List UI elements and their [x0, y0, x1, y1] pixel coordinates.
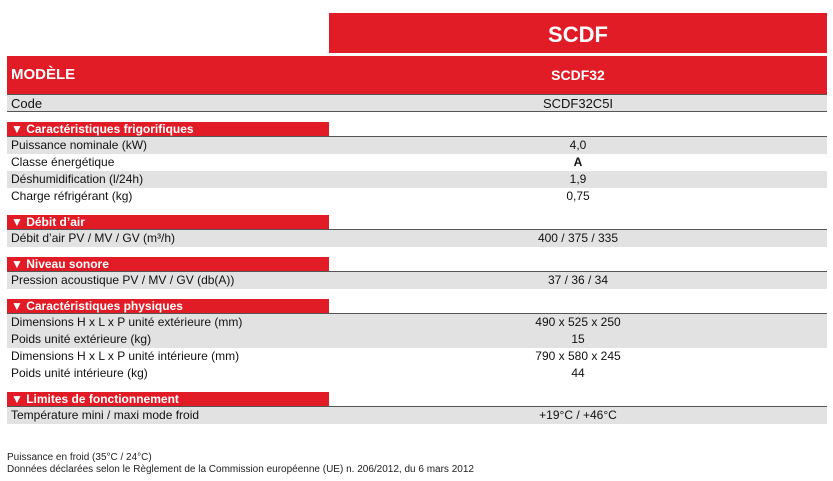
- footnote-line-2: Données déclarées selon le Règlement de la Commission européenne (UE) n. 206/2012, du 6 mars 2012: [7, 464, 474, 475]
- row-value: 4,0: [569, 138, 587, 152]
- brand-title: SCDF: [329, 13, 827, 53]
- model-row: [7, 56, 827, 94]
- model-label: MODÈLE: [11, 66, 76, 83]
- footnotes: [7, 452, 474, 476]
- table-row: [7, 137, 827, 154]
- code-row: [7, 94, 827, 112]
- table-row: [7, 331, 827, 348]
- section-title: ▼ Débit d’air: [7, 215, 329, 229]
- row-value: 15: [571, 332, 585, 346]
- row-label: Température mini / maxi mode froid: [11, 408, 200, 422]
- row-value: 400 / 375 / 335: [537, 231, 619, 245]
- row-label: Poids unité intérieure (kg): [11, 366, 148, 380]
- section-header-limites: [7, 392, 827, 407]
- row-value: 0,75: [566, 189, 590, 203]
- row-label: Puissance nominale (kW): [11, 138, 148, 152]
- section-header-frigorifiques: [7, 122, 827, 137]
- row-value: 490 x 525 x 250: [535, 315, 621, 329]
- table-row: [7, 314, 827, 331]
- table-header: [7, 13, 827, 53]
- row-value: 1,9: [569, 172, 587, 186]
- section-header-physiques: [7, 299, 827, 314]
- section-title: ▼ Caractéristiques frigorifiques: [7, 122, 329, 136]
- row-label: Pression acoustique PV / MV / GV (db(A)): [11, 273, 235, 287]
- row-value: +19°C / +46°C: [539, 408, 617, 422]
- section-title: ▼ Niveau sonore: [7, 257, 329, 271]
- table-row: [7, 171, 827, 188]
- table-row: [7, 272, 827, 289]
- table-row: [7, 188, 827, 205]
- row-label: Débit d’air PV / MV / GV (m³/h): [11, 231, 176, 245]
- table-row: [7, 365, 827, 382]
- row-label: Poids unité extérieure (kg): [11, 332, 152, 346]
- section-title: ▼ Limites de fonctionnement: [7, 392, 329, 406]
- code-value: SCDF32C5I: [542, 96, 614, 111]
- row-label: Dimensions H x L x P unité intérieure (mm): [11, 349, 240, 363]
- section-header-debit-air: [7, 215, 827, 230]
- row-value: 790 x 580 x 245: [535, 349, 621, 363]
- table-row: [7, 407, 827, 424]
- row-label: Classe énergétique: [11, 155, 115, 169]
- table-row: [7, 348, 827, 365]
- row-label: Dimensions H x L x P unité extérieure (mm): [11, 315, 243, 329]
- row-value: 44: [571, 366, 585, 380]
- section-title: ▼ Caractéristiques physiques: [7, 299, 329, 313]
- model-value: SCDF32: [551, 67, 605, 83]
- table-row: [7, 154, 827, 171]
- code-label: Code: [11, 96, 43, 111]
- spec-table: [7, 13, 827, 424]
- row-value: A: [573, 155, 583, 169]
- footnote-line-1: Puissance en froid (35°C / 24°C): [7, 452, 152, 463]
- header-spacer: [7, 13, 329, 53]
- row-label: Déshumidification (l/24h): [11, 172, 144, 186]
- section-header-niveau-sonore: [7, 257, 827, 272]
- table-row: [7, 230, 827, 247]
- row-value: 37 / 36 / 34: [547, 273, 609, 287]
- row-label: Charge réfrigérant (kg): [11, 189, 133, 203]
